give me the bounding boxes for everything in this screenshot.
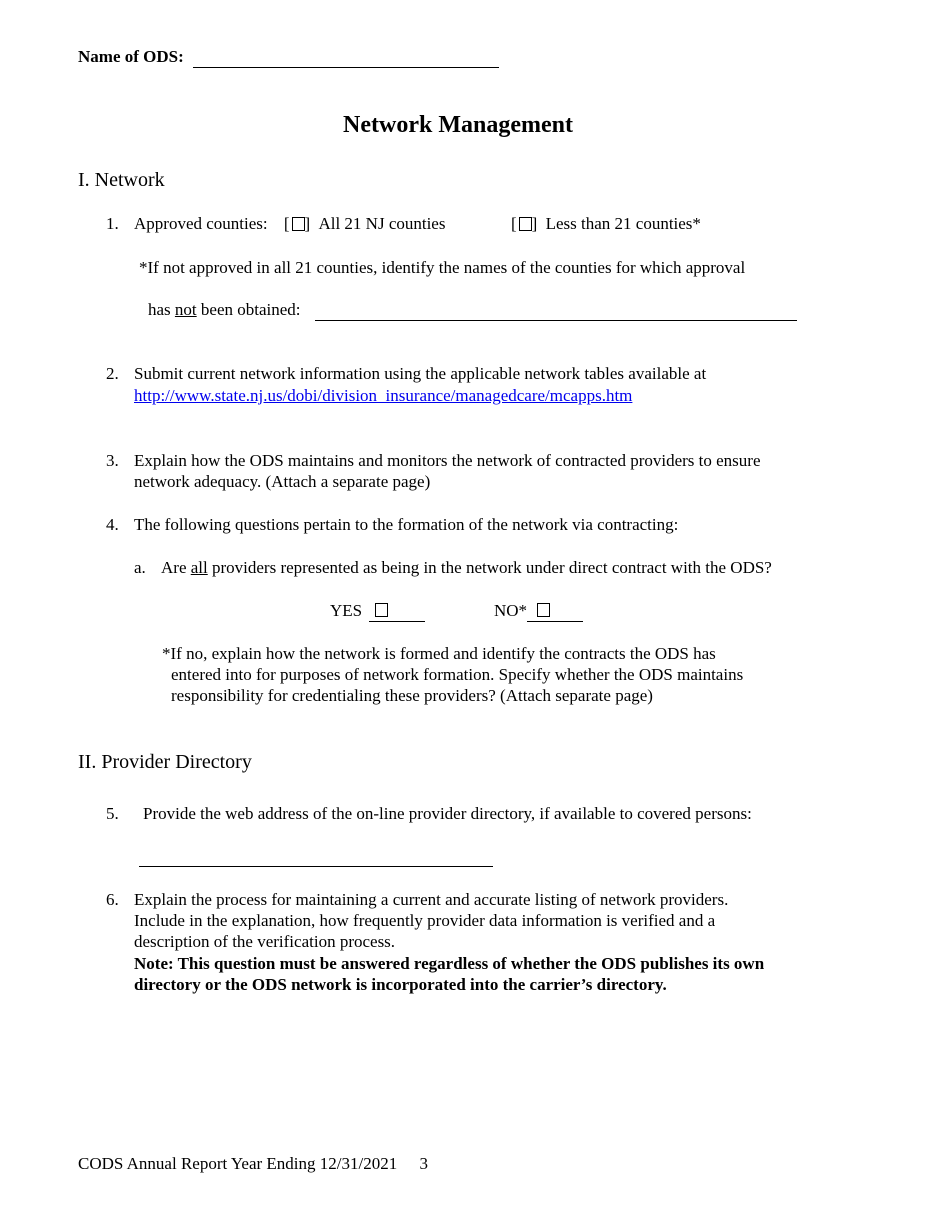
- checkbox-no[interactable]: [537, 603, 550, 617]
- checkbox-less-counties[interactable]: [519, 217, 532, 231]
- q1-less-option: [ ] Less than 21 counties*: [511, 214, 701, 233]
- q4a-note-line3: responsibility for credentialing these providers? (Attach separate page): [171, 686, 653, 705]
- q1-note-line1: *If not approved in all 21 counties, identify the names of the counties for which approval: [139, 258, 746, 277]
- q6-note-line2: directory or the ODS network is incorporated into the carrier’s directory.: [134, 975, 667, 994]
- q5-number: 5.: [106, 804, 119, 823]
- q6-line2: Include in the explanation, how frequently provider data information is verified and a: [134, 911, 716, 930]
- q5-text: Provide the web address of the on-line provider directory, if available to covered persons:: [143, 804, 752, 823]
- directory-web-address-line[interactable]: [139, 845, 493, 867]
- q4a-post: providers represented as being in the network under direct contract with the ODS?: [207, 558, 772, 577]
- q1-note-underlined: not: [174, 300, 197, 319]
- section-provider-directory-heading: II. Provider Directory: [78, 751, 252, 773]
- checkbox-all-counties[interactable]: [292, 217, 305, 231]
- q1-number: 1.: [106, 214, 119, 233]
- q4a-underlined: all: [190, 558, 208, 577]
- no-label: NO*: [494, 601, 528, 620]
- q4a-letter: a.: [134, 558, 146, 577]
- q4-text: The following questions pertain to the formation of the network via contracting:: [134, 515, 679, 534]
- no-answer-line: [527, 600, 583, 622]
- q6-line3: description of the verification process.: [134, 932, 396, 951]
- page-title: Network Management: [343, 112, 573, 138]
- q6-line1: Explain the process for maintaining a current and accurate listing of network providers.: [134, 890, 729, 909]
- q4a-note-line2: entered into for purposes of network formation. Specify whether the ODS maintains: [171, 665, 744, 684]
- q6-note-line1: Note: This question must be answered regardless of whether the ODS publishes its own: [134, 954, 765, 973]
- ods-name-field-row: [78, 46, 499, 68]
- ods-name-label: Name of ODS:: [78, 47, 184, 66]
- q6-number: 6.: [106, 890, 119, 909]
- q2-text: Submit current network information using the applicable network tables available at: [134, 364, 707, 383]
- q1-note-post: been obtained:: [196, 300, 301, 319]
- yes-answer-line: [369, 600, 425, 622]
- q4-number: 4.: [106, 515, 119, 534]
- yes-label: YES: [330, 601, 363, 620]
- network-tables-link[interactable]: http://www.state.nj.us/dobi/division_insurance/managedcare/mcapps.htm: [134, 386, 633, 405]
- footer-text: CODS Annual Report Year Ending 12/31/2021: [78, 1154, 398, 1173]
- q3-number: 3.: [106, 451, 119, 470]
- q3-line1: Explain how the ODS maintains and monitors the network of contracted providers to ensure: [134, 451, 761, 470]
- page-number: 3: [419, 1154, 428, 1173]
- counties-answer-line[interactable]: [315, 299, 797, 321]
- q1-row: Approved counties: [ ] All 21 NJ counties: [134, 214, 446, 233]
- option-less-counties: Less than 21 counties*: [545, 214, 701, 233]
- q1-note-line2: [148, 299, 797, 321]
- q4a-question: [161, 557, 772, 578]
- checkbox-yes[interactable]: [375, 603, 388, 617]
- q1-note-pre: has: [148, 300, 175, 319]
- no-option: [494, 600, 583, 622]
- footer: [78, 1153, 428, 1174]
- q2-number: 2.: [106, 364, 119, 383]
- q4a-note-line1: *If no, explain how the network is formed and identify the contracts the ODS has: [162, 644, 716, 663]
- section-network-heading: I. Network: [78, 169, 165, 191]
- ods-name-input-line[interactable]: [193, 46, 499, 68]
- q4a-pre: Are: [161, 558, 191, 577]
- option-all-counties: All 21 NJ counties: [318, 214, 446, 233]
- q3-line2: network adequacy. (Attach a separate page): [134, 472, 431, 491]
- q1-label: Approved counties:: [134, 214, 268, 233]
- yes-option: [330, 600, 425, 622]
